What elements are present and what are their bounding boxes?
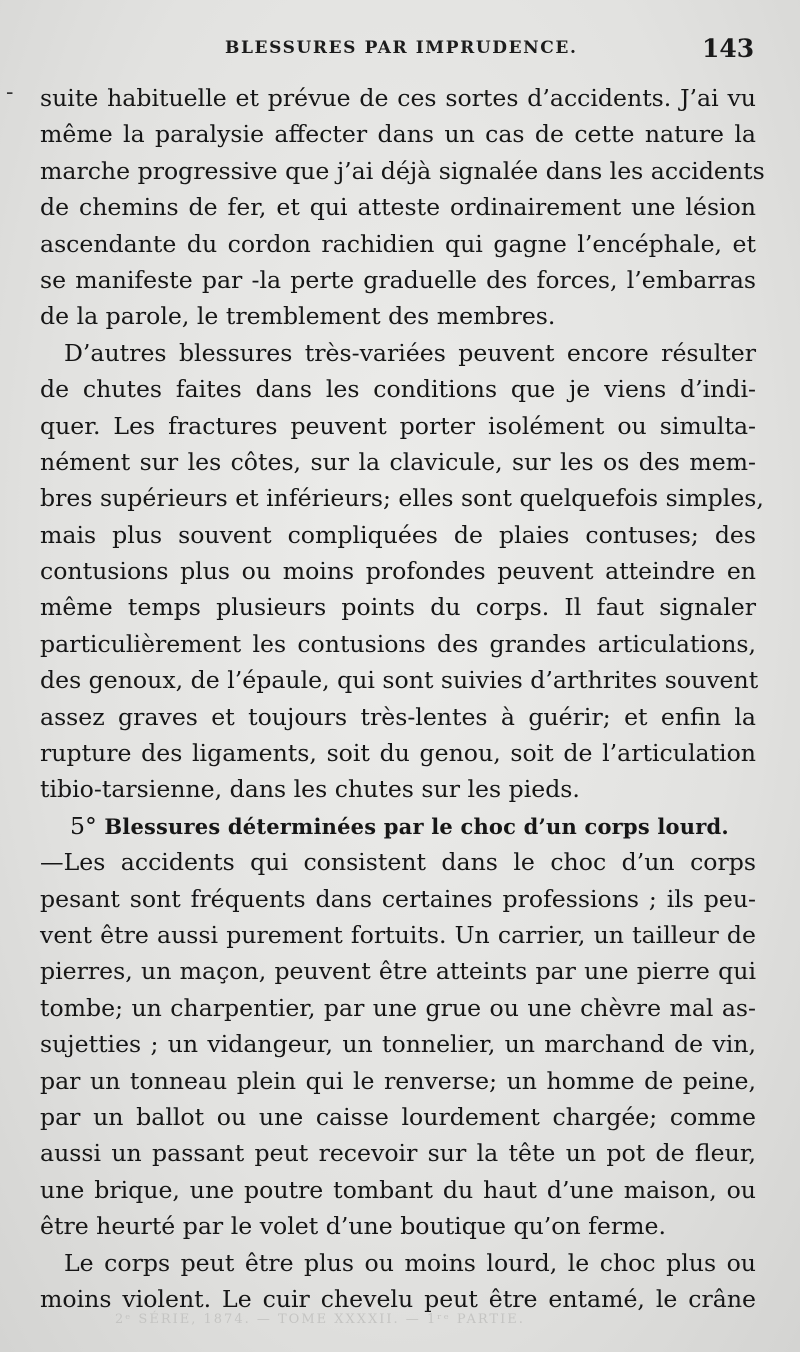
text-line: se manifeste par -la perte graduelle des forces, l’embarras [40,265,756,294]
text-line: ascendante du cordon rachidien qui gagne l’encéphale, et [40,229,756,258]
text-line: quer. Les fractures peuvent porter isolément ou simulta- [40,411,756,440]
text-line: bres supérieurs et inférieurs; elles sont quelquefois simples, [40,484,764,513]
text-line: contusions plus ou moins profondes peuvent atteindre en [40,557,756,586]
page-number: 143 [702,34,755,63]
paragraph-start-line: Le corps peut être plus ou moins lourd, le choc plus ou [64,1248,756,1277]
paragraph-start-line: D’autres blessures très-variées peuvent encore résulter [64,338,756,367]
text-line: suite habituelle et prévue de ces sortes d’accidents. J’ai vu [40,84,756,112]
text-line: assez graves et toujours très-lentes à guérir; et enfin la [40,702,756,731]
text-line: une brique, une poutre tombant du haut d’une maison, ou [40,1175,756,1204]
section-title: Blessures déterminées par le choc d’un corps lourd. [104,813,729,839]
text-line: même temps plusieurs points du corps. Il faut signaler [40,593,756,622]
bleed-through-footer: 2ᵉ SÉRIE, 1874. — TOME XXXXII. — 1ʳᵉ PARTIE. [115,1312,525,1327]
text-line: des genoux, de l’épaule, qui sont suivies d’arthrites souvent [40,666,759,695]
text-line: tibio-tarsienne, dans les chutes sur les pieds. [40,775,580,804]
text-line: aussi un passant peut recevoir sur la tête un pot de fleur, [40,1139,756,1168]
text-line: vent être aussi purement fortuits. Un carrier, un tailleur de [40,920,756,949]
text-line: —Les accidents qui consistent dans le choc d’un corps [40,848,756,877]
running-title: BLESSURES PAR IMPRUDENCE. [225,38,578,58]
text-line: par un ballot ou une caisse lourdement chargée; comme [40,1102,756,1131]
section-heading [40,808,756,844]
margin-mark: - [6,80,14,105]
text-line: par un tonneau plein qui le renverse; un homme de peine, [40,1066,756,1095]
text-line: tombe; un charpentier, par une grue ou une chèvre mal as- [40,993,756,1022]
page-header [0,36,800,66]
text-line: sujetties ; un vidangeur, un tonnelier, un marchand de vin, [40,1030,756,1059]
text-line: marche progressive que j’ai déjà signalée dans les accidents [40,156,765,185]
text-line: de chutes faites dans les conditions que je viens d’indi- [40,375,756,404]
text-line: mais plus souvent compliquées de plaies contuses; des [40,520,756,549]
text-line: de chemins de fer, et qui atteste ordinairement une lésion [40,193,756,222]
text-line: pesant sont fréquents dans certaines professions ; ils peu- [40,884,756,913]
text-line: même la paralysie affecter dans un cas de cette nature la [40,120,756,149]
text-line: nément sur les côtes, sur la clavicule, sur les os des mem- [40,447,756,476]
text-line: particulièrement les contusions des grandes articulations, [40,629,756,658]
text-line: pierres, un maçon, peuvent être atteints par une pierre qui [40,957,756,986]
text-line: rupture des ligaments, soit du genou, soit de l’articulation [40,739,756,768]
text-line: être heurté par le volet d’une boutique qu’on ferme. [40,1212,666,1241]
text-line: moins violent. Le cuir chevelu peut être entamé, le crâne [40,1284,756,1313]
text-line: de la parole, le tremblement des membres. [40,302,556,331]
section-number: 5° [70,811,97,840]
body-text [40,80,765,1317]
